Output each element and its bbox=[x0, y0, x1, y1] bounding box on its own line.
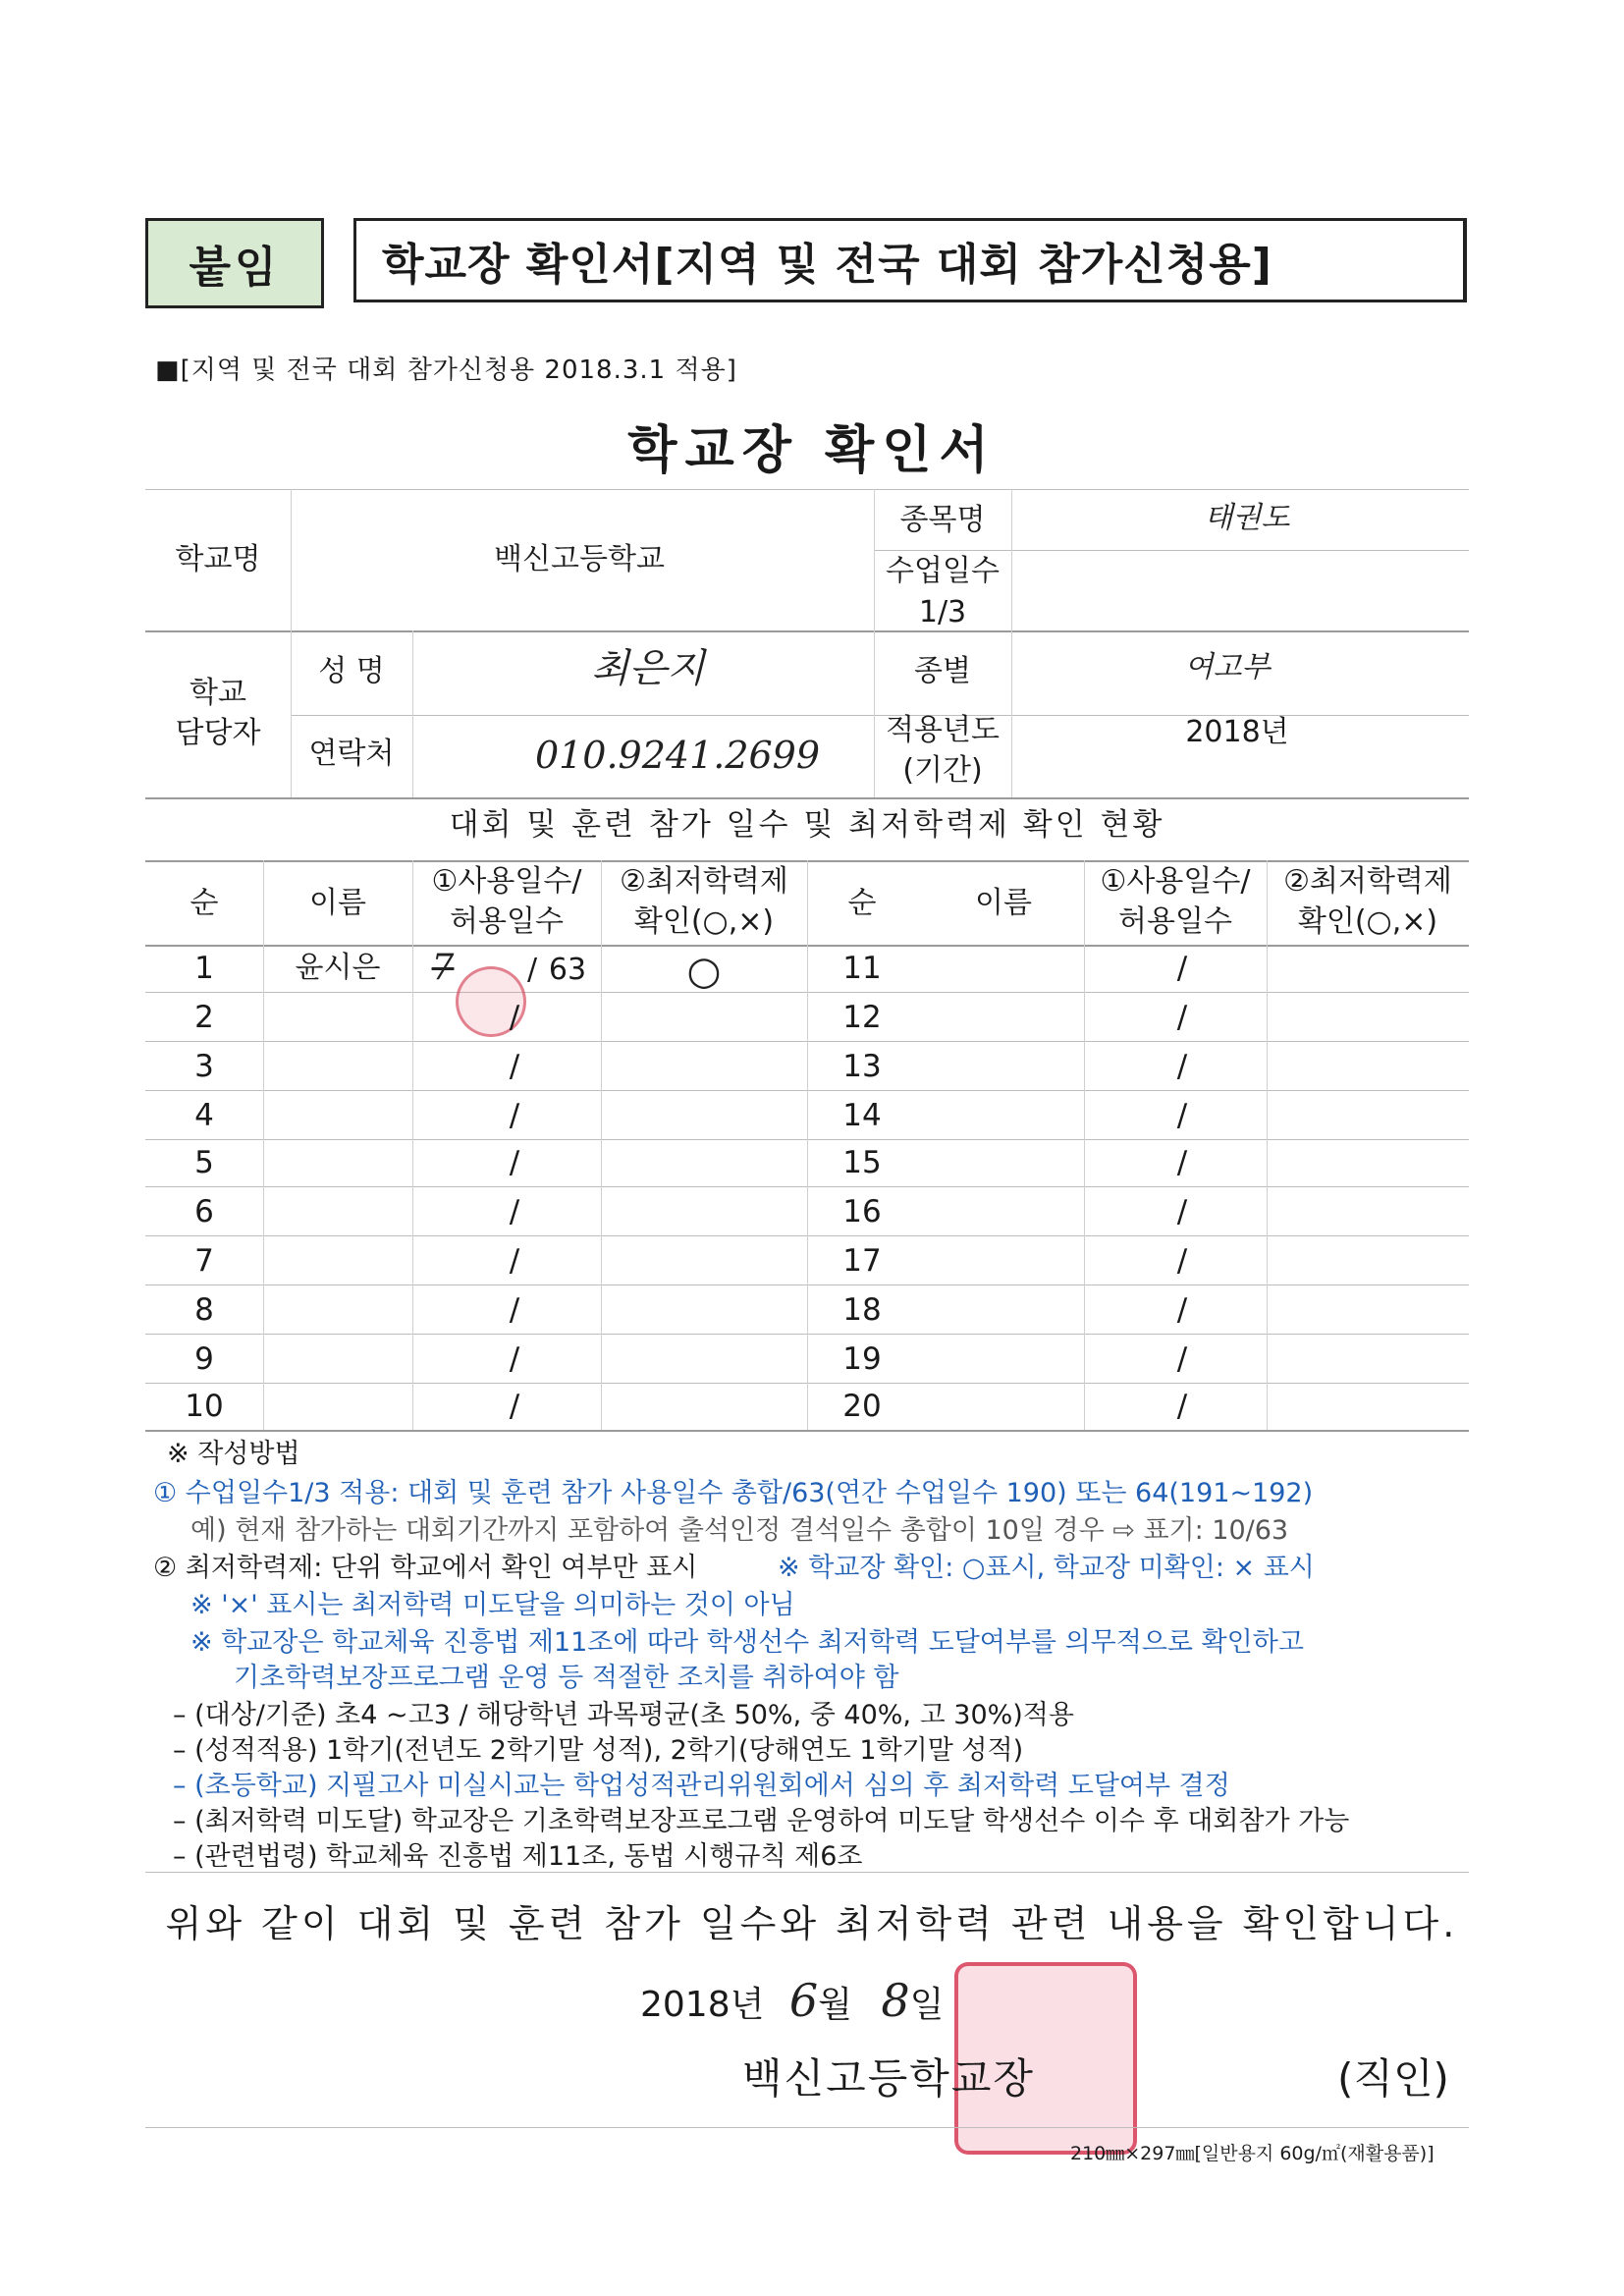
allowed-days-value: 63 bbox=[548, 953, 587, 987]
row-number: 18 bbox=[842, 1292, 882, 1328]
paper-spec: 210㎜×297㎜[일반용지 60g/㎡(재활용품)] bbox=[1070, 2143, 1435, 2164]
note-min-academic: ② 최저학력제: 단위 학교에서 확인 여부만 표시 bbox=[153, 1553, 698, 1583]
days-slash: / bbox=[509, 1292, 520, 1328]
days-slash: / bbox=[1176, 1098, 1188, 1133]
days-slash: / bbox=[509, 1000, 520, 1035]
min-academic-check: ○ bbox=[686, 949, 722, 994]
school-name-label: 학교명 bbox=[175, 542, 261, 576]
class-days-label: 수업일수 bbox=[886, 554, 1000, 588]
row-number: 7 bbox=[194, 1243, 214, 1279]
row-number: 4 bbox=[194, 1098, 214, 1133]
row-number: 19 bbox=[842, 1341, 882, 1377]
row-number: 10 bbox=[185, 1389, 224, 1424]
contact-value: 010.9241.2699 bbox=[534, 734, 821, 777]
days-slash: / bbox=[1176, 1292, 1188, 1328]
date-month: 6 bbox=[788, 1974, 819, 2027]
col-order-header-2: 순 bbox=[847, 886, 877, 920]
days-slash: / bbox=[509, 1145, 520, 1180]
row-number: 1 bbox=[194, 951, 214, 986]
row-number: 5 bbox=[194, 1145, 214, 1180]
manager-name-label: 성 명 bbox=[318, 654, 385, 688]
col-name-header-2: 이름 bbox=[975, 886, 1032, 920]
days-slash: / bbox=[526, 953, 538, 987]
row-number: 17 bbox=[842, 1243, 882, 1279]
days-slash: / bbox=[1176, 1341, 1188, 1377]
col-order-header: 순 bbox=[189, 886, 219, 920]
days-slash: / bbox=[1176, 1049, 1188, 1084]
note-grade-application: – (성적적용) 1학기(전년도 2학기말 성적), 2학기(당해연도 1학기말 성적) bbox=[173, 1735, 1024, 1766]
days-slash: / bbox=[509, 1049, 520, 1084]
contact-label: 연락처 bbox=[308, 737, 395, 771]
class-days-value: 1/3 bbox=[918, 595, 967, 629]
instructions-heading: ※ 작성방법 bbox=[167, 1439, 300, 1469]
note-target-criteria: – (대상/기준) 초4 ~고3 / 해당학년 과목평균(초 50%, 중 40%, 고 30%)적용 bbox=[173, 1700, 1074, 1730]
date-day-unit: 일 bbox=[909, 1985, 945, 2025]
applied-year-label: 적용년도 (기간) bbox=[886, 713, 1000, 788]
days-slash: / bbox=[1176, 1000, 1188, 1035]
manager-name-signature: 최은지 bbox=[591, 646, 705, 691]
row-number: 15 bbox=[842, 1145, 882, 1180]
used-days-value: 7 bbox=[431, 948, 455, 988]
days-slash: / bbox=[1176, 1194, 1188, 1230]
days-slash: / bbox=[509, 1389, 520, 1424]
date-day: 8 bbox=[881, 1974, 910, 2027]
applicability-note: ■[지역 및 전국 대회 참가신청용 2018.3.1 적용] bbox=[155, 355, 737, 385]
note-principal-duty: ※ 학교장은 학교체육 진흥법 제11조에 따라 학생선수 최저학력 도달여부를 의무적으로 확인하고 bbox=[190, 1627, 1304, 1658]
col-name-header: 이름 bbox=[309, 886, 366, 920]
days-slash: / bbox=[509, 1243, 520, 1279]
days-slash: / bbox=[1176, 951, 1188, 986]
attachment-tag: 붙임 bbox=[145, 218, 324, 308]
row-number: 9 bbox=[194, 1341, 214, 1377]
note-x-meaning: ※ '×' 표시는 최저학력 미도달을 의미하는 것이 아님 bbox=[190, 1590, 795, 1620]
row-number: 11 bbox=[842, 951, 882, 986]
row-number: 20 bbox=[842, 1389, 882, 1424]
row-number: 6 bbox=[194, 1194, 214, 1230]
col-days-header-2: ①사용일수/ 허용일수 bbox=[1100, 864, 1251, 939]
row-number: 3 bbox=[194, 1049, 214, 1084]
date-year: 2018년 bbox=[640, 1985, 765, 2025]
days-slash: / bbox=[1176, 1389, 1188, 1424]
school-name-value: 백신고등학교 bbox=[494, 542, 665, 576]
document-title: 학교장 확인서 bbox=[627, 421, 997, 480]
col-days-header: ①사용일수/ 허용일수 bbox=[431, 864, 582, 939]
manager-label: 학교 담당자 bbox=[175, 676, 261, 750]
seal-label: (직인) bbox=[1337, 2054, 1449, 2103]
date-month-unit: 월 bbox=[818, 1985, 852, 2025]
col-check-header-2: ②최저학력제 확인(○,×) bbox=[1283, 864, 1452, 939]
row-number: 8 bbox=[194, 1292, 214, 1328]
table-caption: 대회 및 훈련 참가 일수 및 최저학력제 확인 현황 bbox=[449, 807, 1165, 843]
days-slash: / bbox=[509, 1194, 520, 1230]
days-slash: / bbox=[1176, 1243, 1188, 1279]
note-min-academic-marking: ※ 학교장 확인: ○표시, 학교장 미확인: × 표시 bbox=[778, 1553, 1315, 1583]
note-class-days-example: 예) 현재 참가하는 대회기간까지 포함하여 출석인정 결석일수 총합이 10일 경우 ⇨ 표기: 10/63 bbox=[190, 1515, 1289, 1546]
days-slash: / bbox=[509, 1341, 520, 1377]
note-not-reached: – (최저학력 미도달) 학교장은 기초학력보장프로그램 운영하여 미도달 학생선수 이수 후 대회참가 가능 bbox=[173, 1806, 1350, 1836]
note-related-law: – (관련법령) 학교체육 진흥법 제11조, 동법 시행규칙 제6조 bbox=[173, 1841, 863, 1872]
row-number: 14 bbox=[842, 1098, 882, 1133]
note-principal-duty-cont: 기초학력보장프로그램 운영 등 적절한 조치를 취하여야 함 bbox=[234, 1663, 899, 1693]
confirmation-statement: 위와 같이 대회 및 훈련 참가 일수와 최저학력 관련 내용을 확인합니다. bbox=[165, 1902, 1459, 1945]
note-elementary: – (초등학교) 지필고사 미실시교는 학업성적관리위원회에서 심의 후 최저학력 도달여부 결정 bbox=[173, 1771, 1230, 1801]
row-number: 2 bbox=[194, 1000, 214, 1035]
signer-title: 백신고등학교장 bbox=[742, 2054, 1036, 2103]
row-number: 13 bbox=[842, 1049, 882, 1084]
col-check-header: ②최저학력제 확인(○,×) bbox=[620, 864, 788, 939]
form-title-banner: 학교장 확인서[지역 및 전국 대회 참가신청용] bbox=[353, 218, 1467, 302]
category-value: 여고부 bbox=[1184, 650, 1271, 684]
days-slash: / bbox=[509, 1098, 520, 1133]
event-value: 태권도 bbox=[1204, 501, 1290, 535]
row-number: 12 bbox=[842, 1000, 882, 1035]
category-label: 종별 bbox=[914, 654, 971, 688]
signature-date bbox=[640, 1974, 944, 2027]
row-number: 16 bbox=[842, 1194, 882, 1230]
athlete-name: 윤시은 bbox=[295, 951, 381, 985]
note-class-days: ① 수업일수1/3 적용: 대회 및 훈련 참가 사용일수 총합/63(연간 수업일수 190) 또는 64(191~192) bbox=[153, 1478, 1314, 1508]
days-slash: / bbox=[1176, 1145, 1188, 1180]
event-label: 종목명 bbox=[899, 503, 986, 537]
applied-year-value: 2018년 bbox=[1185, 715, 1289, 749]
